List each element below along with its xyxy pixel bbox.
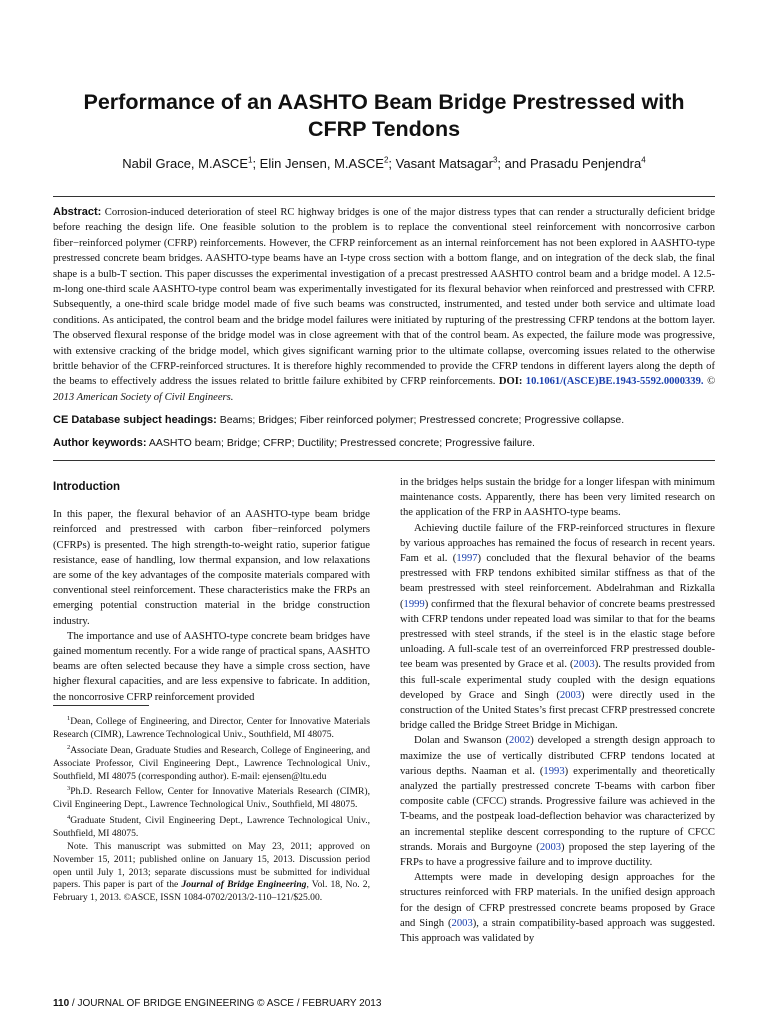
footnote-3: $^3$Ph.D. Research Fellow, Center for Innovative Materials Research (CIMR), Civil Engineering Dept., Lawrence Technological Univ., Southfield, MI 48075. — [53, 785, 370, 811]
abstract-label: Abstract: — [53, 206, 102, 218]
keywords-rule — [53, 460, 715, 461]
citation-link[interactable]: 2003 — [573, 659, 595, 671]
citation-link[interactable]: 2003 — [451, 917, 473, 929]
left-column — [53, 480, 370, 705]
right-paragraph-2: Achieving ductile failure of the FRP-reinforced structures in flexure by various approaches has remained the focus of research in recent years. Fam et al. (1997) concluded that the flexural behavior of the beams prestressed with FRP tendons exhibited similar stiffness as that of the beam prestressed with steel reinforcement. Abdelrahman and Rizkalla (1999) confirmed that the flexural behavior of concrete beams prestressed with CFRP tendons under repeated load was similar to that for the beams prestressed with steel strands, if the steel is in the elastic stage before unloading. A full-scale test of an overreinforced FRP prestressed double-tee beam was presented by Grace et al. (2003). The results provided from this full-scale experimental study coupled with the design equations developed by Grace and Singh (2003) were directly used in the construction of the United States’s first precast CFRP prestressed concrete bridge called the Bridge Street Bridge in Michigan. — [400, 522, 715, 732]
footnote-rule — [53, 705, 149, 706]
intro-paragraph-1: In this paper, the flexural behavior of an AASHTO-type beam bridge reinforced and prestressed with carbon fiber−reinforced polymers (CFRPs) is presented. The high strength-to-weight ratio, superior fatigue resistance, ease of handling, low thermal expansion, and low relaxations are some of the key advantages of the composite materials compared with conventional steel reinforcement. These characteristics make the FRPs an emerging potential construction material in the bridge construction industry. — [53, 509, 370, 627]
page-number: 110 — [53, 998, 70, 1009]
citation-link[interactable]: 1999 — [403, 598, 425, 610]
author-3: Vasant Matsagar$^3$; and — [395, 156, 530, 172]
subject-headings: CE Database subject headings: Beams; Bridges; Fiber reinforced polymer; Prestressed concrete; Progressive collapse. — [53, 414, 625, 426]
abstract — [53, 205, 715, 405]
section-heading-introduction: Introduction — [53, 481, 121, 493]
author-4: Prasadu Penjendra$^4$ — [529, 156, 646, 172]
citation-link[interactable]: 1997 — [456, 553, 478, 565]
author-1: Nabil Grace, M.ASCE$^1$; — [122, 156, 260, 172]
author-list — [40, 152, 728, 173]
author-keywords: Author keywords: AASHTO beam; Bridge; CFRP; Ductility; Prestressed concrete; Progressive failure. — [53, 437, 535, 449]
intro-paragraph-2: The importance and use of AASHTO-type concrete beam bridges have gained momentum recently. For a wide range of practical spans, AASHTO beams are often selected because they have a simple cross section, have higher flexural capacities, and are less expensive to fabricate. In addition, the noncorrosive CFRP reinforcement provided — [53, 630, 370, 703]
manuscript-note: Note. This manuscript was submitted on May 23, 2011; approved on November 15, 2011; published online on January 15, 2013. Discussion period open until July 1, 2013; separate discussions must be submitted for individual papers. This paper is part of the Journal of Bridge Engineering, Vol. 18, No. 2, February 1, 2013. ©ASCE, ISSN 1084-0702/2013/2-110–121/$25.00. — [53, 840, 370, 904]
right-column — [400, 475, 715, 946]
abstract-text: Corrosion-induced deterioration of steel RC highway bridges is one of the major distress types that can render a structurally deficient bridge before reaching the design life. One feasible solution to the problem is to replace the conventional steel reinforcement with noncorrosive carbon fiber−reinforced polymer (CFRP) reinforcements. However, the CFRP reinforcement as an internal reinforcement has not been explored in AASHTO-type prestressed concrete beam bridges. AASHTO-type beams have an I-type cross section with a bottom flange, and on integration of the deck slab, the final shape is a bulb-T section. This paper discusses the experimental investigation of a precast prestressed AASHTO control beam and a bridge model. A 12.5-m-long one-third scale AASHTO-type control beam was experimentally investigated for its flexural behavior when reinforced and prestressed with CFRP. Subsequently, a one-third scale bridge model made of five such beams was constructed, instrumented, and tested under both service and ultimate load conditions. As anticipated, the control beam and the bridge model failures were initiated by rupturing of the prestressing CFRP tendons at the bottom layer. The observed flexural response of the bridge model was in close agreement with that of the control beam. As expected, the failure mode was progressive, with extensive cracking of the bridge model, which gives significant warning prior to the ultimate collapse, overcoming issues related to the otherwise brittle behavior of the CFRP-reinforced structures. It is therefore highly recommended to provide the CFRP tendons in different layers along the depth of the beams to effectively address the issues related to brittle failure exhibited by CFRP reinforcements. — [53, 207, 715, 388]
paper-title: Performance of an AASHTO Beam Bridge Prestressed with CFRP Tendons — [83, 90, 685, 141]
citation-link[interactable]: 1993 — [543, 765, 565, 777]
citation-link[interactable]: 2003 — [539, 841, 562, 853]
right-paragraph-3: Dolan and Swanson (2002) developed a strength design approach to maximize the use of vertically distributed CFRP tendons located at various depths. Naaman et al. (1993) experimentally and theoretically analyzed the partially prestressed concrete T-beams with carbon fiber composite cable (CFCC) strands. Progressive failure was achieved in the T-beams, and the postpeak load-deflection behavior was characterized by an incremental steplike descent corresponding to the rupture of CFCC strands. Morais and Burgoyne (2003) proposed the step layering of the FRPs to have a progressive failure and to improve ductility. — [400, 735, 716, 869]
doi: DOI: 10.1061/(ASCE)BE.1943-5592.0000339. — [498, 376, 704, 388]
footnote-4: $^4$Graduate Student, Civil Engineering Dept., Lawrence Technological Univ., Southfield, MI 48075. — [53, 814, 370, 840]
journal-running-footer: / JOURNAL OF BRIDGE ENGINEERING © ASCE / FEBRUARY 2013 — [69, 998, 382, 1009]
citation-link[interactable]: 2003 — [559, 689, 582, 701]
page-footer — [53, 998, 553, 1009]
header-rule — [53, 196, 715, 197]
right-paragraph-4: Attempts were made in developing design approaches for the structures reinforced with FRP materials. In the unified design approach for the design of CFRP prestressed concrete beams proposed by Grace and Singh (2003), a strain compatibility-based approach was suggested. This approach was validated by — [400, 872, 715, 945]
footnote-1: $^1$Dean, College of Engineering, and Director, Center for Innovative Materials Research (CIMR), Lawrence Technological Univ., Southfield, MI 48075. — [53, 715, 370, 740]
copyright: © 2013 American Society of Civil Engineers. — [53, 376, 715, 403]
footnotes — [53, 713, 370, 905]
citation-link[interactable]: 2002 — [509, 735, 531, 747]
right-paragraph-1: in the bridges helps sustain the bridge for a longer lifespan with minimum maintenance costs. Apparently, there has been very limited research on the application of the FRP in AASHTO-type beams. — [400, 477, 715, 519]
footnote-2: $^2$Associate Dean, Graduate Studies and Research, College of Engineering, and Associate Professor, Civil Engineering Dept., Lawrence Technological Univ., Southfield, MI 48075 (corresponding author). E-mail: ejensen@ltu.edu — [53, 743, 370, 782]
author-2: Elin Jensen, M.ASCE$^2$; — [259, 156, 396, 172]
doi-link[interactable]: 10.1061/(ASCE)BE.1943-5592.0000339. — [525, 376, 704, 388]
